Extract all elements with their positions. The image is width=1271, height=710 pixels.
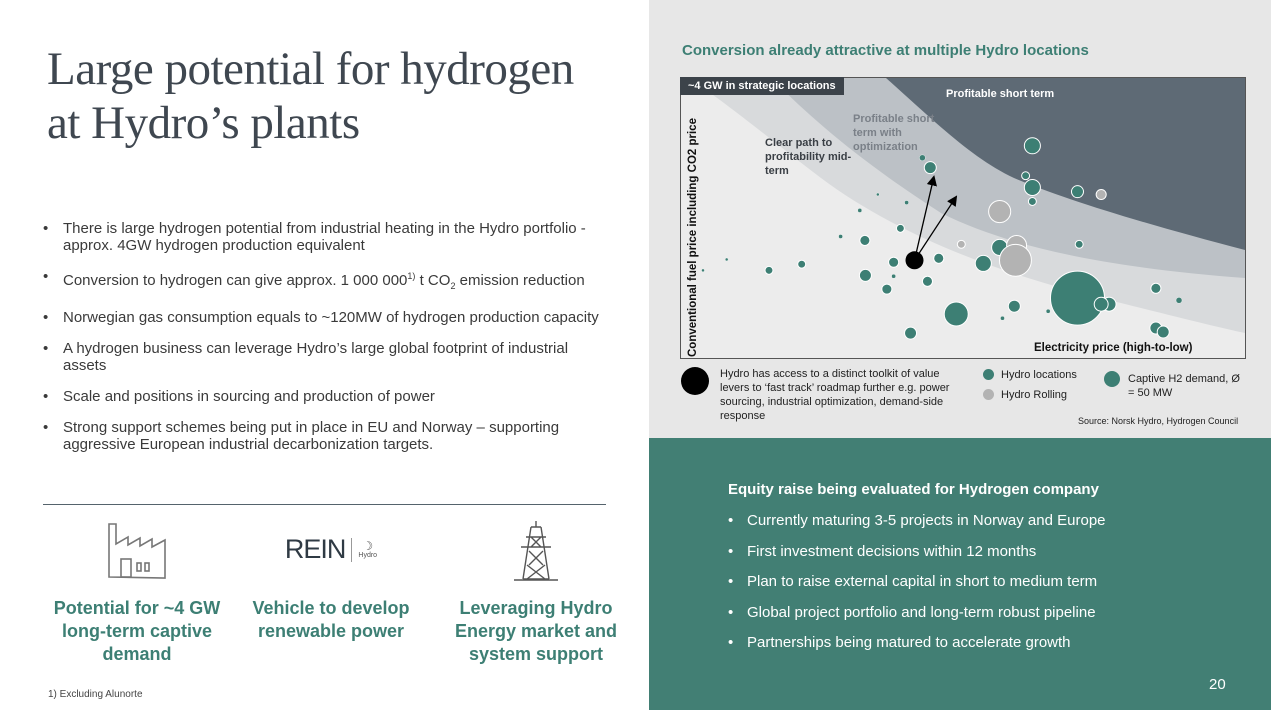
bubble-hydro-location <box>934 253 944 263</box>
bullet-item: • A hydrogen business can leverage Hydro’s large global footprint of industrial assets <box>43 340 613 374</box>
bubble-hydro-rolling <box>999 244 1031 276</box>
bubble-hydro-location <box>1008 300 1020 312</box>
toolkit-point <box>905 251 923 269</box>
bubble-hydro-location <box>889 257 899 267</box>
factory-icon <box>42 512 232 587</box>
bubble-hydro-location <box>1157 326 1169 338</box>
bubble-hydro-location <box>1075 240 1083 248</box>
bubble-hydro-location <box>1028 198 1036 206</box>
legend-marker-rolling <box>983 389 994 400</box>
region-label-optimization: Profitable short term with optimization <box>853 113 935 153</box>
bubble-hydro-location <box>1151 283 1161 293</box>
feature-energy-market: Leveraging Hydro Energy market and system support <box>441 512 631 666</box>
bubble-hydro-location <box>858 208 862 212</box>
equity-item: • Plan to raise external capital in short to medium term <box>728 573 1106 604</box>
bullet-item: • There is large hydrogen potential from industrial heating in the Hydro portfolio - approx. 4GW hydrogen production equivalent <box>43 220 613 254</box>
legend-toolkit: Hydro has access to a distinct toolkit of value levers to ‘fast track’ roadmap further e.g. power sourcing, industrial optimization, demand-side response <box>720 368 950 422</box>
page-number: 20 <box>1209 676 1226 693</box>
chart-source: Source: Norsk Hydro, Hydrogen Council <box>1078 416 1239 426</box>
region-label-short-term: Profitable short term <box>946 88 1055 100</box>
bubble-hydro-location <box>1024 179 1040 195</box>
bullet-item: • Strong support schemes being put in place in EU and Norway – supporting aggressive European industrial decarbonization targets. <box>43 419 613 453</box>
bubble-hydro-location <box>892 274 896 278</box>
legend-marker-captive <box>1104 371 1120 387</box>
divider <box>43 504 606 505</box>
bullet-list <box>43 220 613 467</box>
bubble-hydro-location <box>798 260 806 268</box>
bubble-hydro-location <box>860 235 870 245</box>
equity-list <box>728 512 1106 665</box>
bubble-hydro-location <box>1071 186 1083 198</box>
bubble-hydro-location <box>896 224 904 232</box>
equity-item: • Global project portfolio and long-term robust pipeline <box>728 604 1106 635</box>
bubble-hydro-location <box>701 269 704 272</box>
bubble-hydro-rolling <box>989 201 1011 223</box>
bubble-hydro-location <box>922 276 932 286</box>
toolkit-legend-marker <box>681 367 709 395</box>
equity-item: • Partnerships being matured to accelerate growth <box>728 634 1106 665</box>
region-label-mid-term: Clear path to profitability mid-term <box>765 137 852 177</box>
bubble-hydro-location <box>859 269 871 281</box>
feature-renewable-power: REIN ☽ Hydro Vehicle to develop renewable power <box>236 512 426 643</box>
bubble-hydro-location <box>905 201 909 205</box>
bubble-hydro-location <box>876 193 879 196</box>
chart-title: Conversion already attractive at multiple Hydro locations <box>682 42 1089 59</box>
bubble-hydro-location <box>905 327 917 339</box>
power-pylon-icon <box>441 512 631 587</box>
bullet-item: • Norwegian gas consumption equals to ~120MW of hydrogen production capacity <box>43 309 613 326</box>
bubble-hydro-location <box>975 255 991 271</box>
equity-item: • Currently maturing 3-5 projects in Norway and Europe <box>728 512 1106 543</box>
bubble-hydro-location <box>1176 297 1182 303</box>
chart-plot <box>681 78 1245 358</box>
bubble-hydro-location <box>1050 271 1104 325</box>
bubble-hydro-location <box>1024 138 1040 154</box>
chart-tag: ~4 GW in strategic locations <box>680 77 844 95</box>
bubble-hydro-location <box>1022 172 1030 180</box>
bubble-chart <box>680 77 1246 359</box>
footnote: 1) Excluding Alunorte <box>48 689 143 700</box>
bubble-hydro-location <box>725 258 728 261</box>
bubble-hydro-location <box>924 162 936 174</box>
legend-marker-locations <box>983 369 994 380</box>
bubble-hydro-location <box>1000 316 1004 320</box>
bubble-hydro-rolling <box>1096 189 1106 199</box>
equity-heading: Equity raise being evaluated for Hydrogen company <box>728 481 1099 498</box>
bubble-hydro-location <box>765 266 773 274</box>
bubble-hydro-rolling <box>957 240 965 248</box>
y-axis-label: Conventional fuel price including CO2 price <box>687 118 699 357</box>
feature-captive-demand: Potential for ~4 GW long-term captive demand <box>42 512 232 666</box>
bubble-hydro-location <box>882 284 892 294</box>
page-title: Large potential for hydrogen at Hydro’s plants <box>47 43 574 149</box>
bubble-hydro-location <box>1094 297 1108 311</box>
rein-hydro-logo: REIN ☽ Hydro <box>284 534 378 564</box>
bubble-hydro-location <box>944 302 968 326</box>
bullet-item: • Conversion to hydrogen can give approx. 1 000 000$^{1)}$ t $CO_2$ emission reduction <box>43 268 613 295</box>
equity-item: • First investment decisions within 12 months <box>728 543 1106 574</box>
legend-captive: Captive H2 demand, Ø = 50 MW <box>1128 373 1240 399</box>
bubble-hydro-location <box>919 155 925 161</box>
legend-rolling: Hydro Rolling <box>1001 389 1068 401</box>
bubble-hydro-location <box>839 234 843 238</box>
x-axis-label: Electricity price (high-to-low) <box>1034 342 1193 354</box>
bullet-item: • Scale and positions in sourcing and production of power <box>43 388 613 405</box>
bubble-hydro-location <box>1046 309 1050 313</box>
legend-locations: Hydro locations <box>1001 369 1077 381</box>
